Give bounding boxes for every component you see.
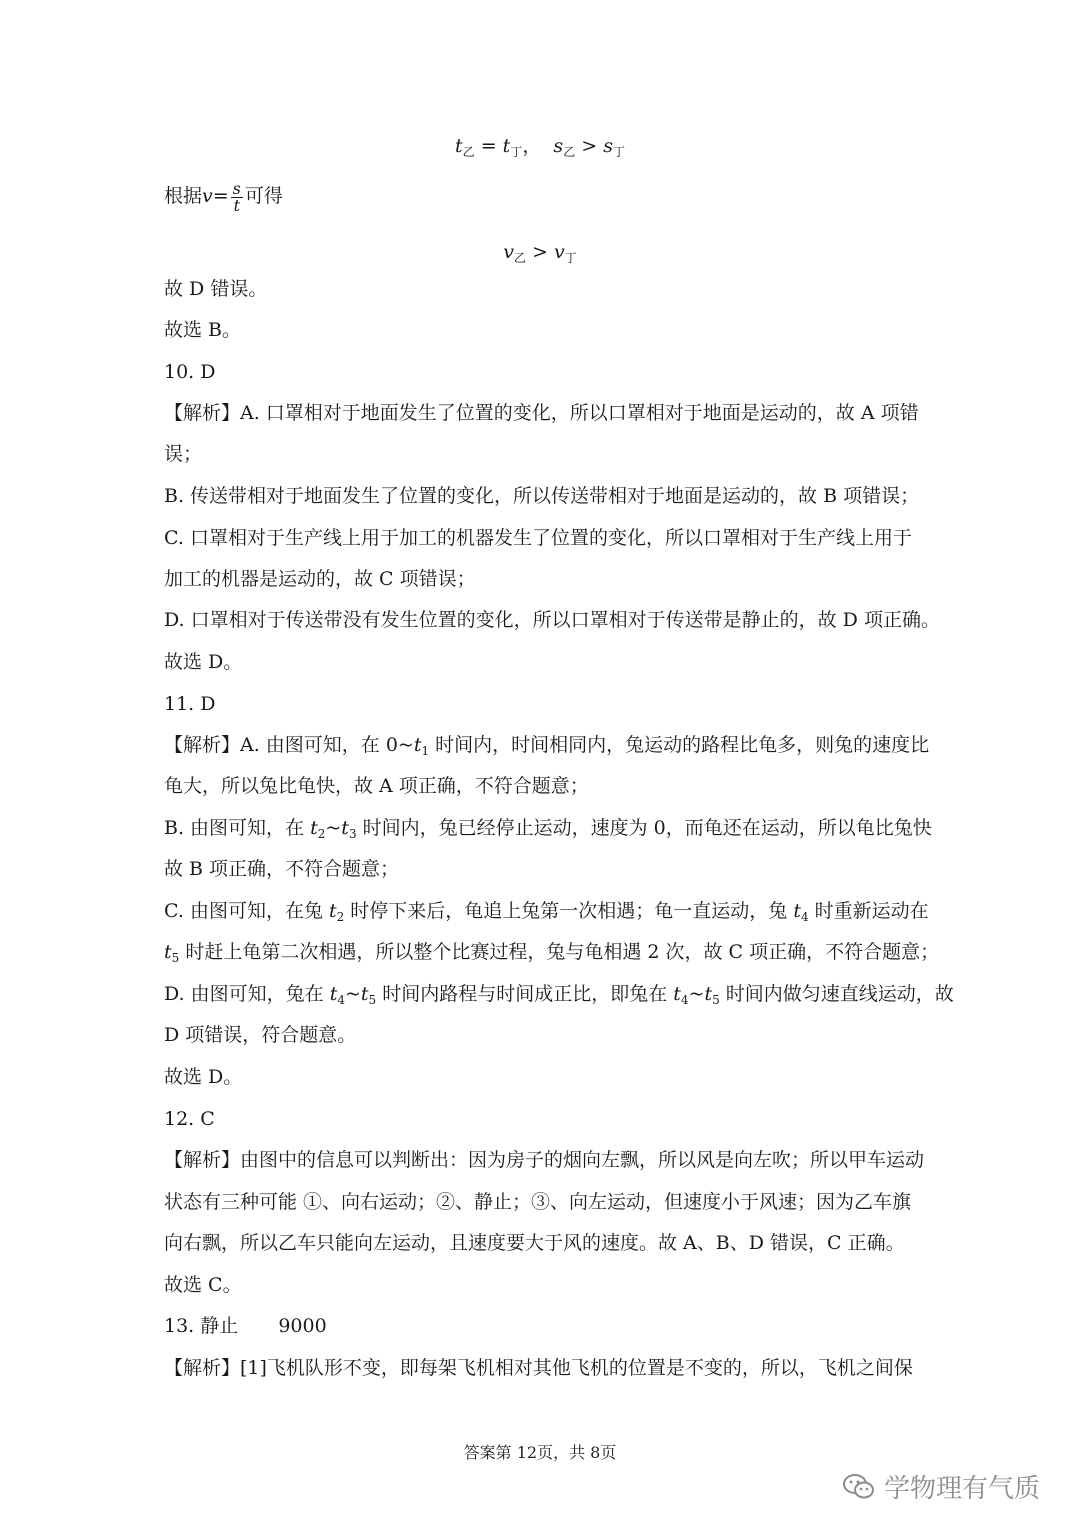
q11-b1-t2: t xyxy=(310,817,318,839)
q11-d1-mid: 时间内路程与时间成正比，即兔在 xyxy=(376,983,674,1005)
q11-c1-sub4: 4 xyxy=(801,910,809,924)
eq1-equals: = xyxy=(480,135,497,157)
eq1-s-right: s xyxy=(603,135,613,157)
q11-line-d1 xyxy=(164,982,954,1012)
q11-d1-tc: t xyxy=(673,983,681,1005)
q11-d1-tilde: ~ xyxy=(344,983,361,1005)
q11-line-c2 xyxy=(164,940,939,970)
q13-line: 【解析】[1]飞机队形不变，即每架飞机相对其他飞机的位置是不变的，所以，飞机之间保 xyxy=(164,1357,913,1379)
q12-line: 故选 C。 xyxy=(164,1274,242,1296)
equation-v xyxy=(0,240,1080,270)
q11-c1-mid: 时停下来后，龟追上兔第一次相遇；龟一直运动，兔 xyxy=(344,900,794,922)
q11-b1-pre: B. 由图可知，在 xyxy=(164,817,311,839)
q13-head-val: 9000 xyxy=(278,1315,327,1337)
text-line: D. 口罩相对于传送带没有发生位置的变化，所以口罩相对于传送带是静止的，故 D 项正确。 xyxy=(164,609,940,631)
eq2-sub-ding: 丁 xyxy=(564,251,577,265)
q11-d1-subc: 4 xyxy=(680,993,689,1007)
text-line: 加工的机器是运动的，故 C 项错误； xyxy=(164,568,476,590)
q11-c1-post: 时重新运动在 xyxy=(808,900,929,922)
q11-d1-tilde2: ~ xyxy=(688,983,705,1005)
q11-end: 故选 D。 xyxy=(164,1066,243,1088)
q11-c1-pre: C. 由图可知，在兔 xyxy=(164,900,329,922)
q11-d1-suba: 4 xyxy=(337,993,345,1007)
q11-c1-t2: t xyxy=(328,900,337,922)
question-11-heading: 11. D xyxy=(164,693,216,715)
eq2-gt: > xyxy=(532,241,548,263)
eq1-sub-ding: 丁 xyxy=(510,145,523,159)
q11-a1-t: t xyxy=(413,734,422,756)
q11-b1-tilde: ~ xyxy=(325,817,342,839)
q13-head-num: 13. 静止 xyxy=(164,1315,239,1337)
q11-d1-post: 时间内做匀速直线运动，故 xyxy=(719,983,954,1005)
formula-suffix: 可得 xyxy=(244,185,283,207)
q11-d1-subd: 5 xyxy=(712,993,720,1007)
q11-d1-tb: t xyxy=(360,983,369,1005)
formula-line xyxy=(164,176,283,216)
formula-num: s xyxy=(232,178,241,198)
equation-t-s xyxy=(0,134,1080,164)
q11-line-b1 xyxy=(164,816,932,846)
question-13-heading xyxy=(164,1314,327,1338)
text-line: 故选 B。 xyxy=(164,319,242,341)
text-line: 故 D 错误。 xyxy=(164,278,268,300)
q11-b1-sub2: 2 xyxy=(317,827,326,841)
formula-v: v xyxy=(202,185,213,207)
q11-d1-ta: t xyxy=(329,983,338,1005)
page-footer: 答案第 12页，共 8页 xyxy=(463,1443,617,1462)
q11-d1-td: t xyxy=(704,983,713,1005)
q11-a1-pre: 【解析】A. 由图可知，在 0~ xyxy=(164,734,414,756)
eq1-t-left: t xyxy=(454,135,463,157)
q11-a1-sub: 1 xyxy=(421,744,430,758)
eq2-sub-yi: 乙 xyxy=(513,251,526,265)
question-10-heading: 10. D xyxy=(164,361,216,383)
eq1-s-left: s xyxy=(553,135,564,157)
question-12-heading: 12. C xyxy=(164,1108,215,1130)
eq1-sub-yi-2: 乙 xyxy=(563,145,576,159)
formula-fraction xyxy=(231,178,243,215)
eq1-sep: ， xyxy=(522,135,542,157)
watermark xyxy=(842,1468,1040,1505)
q11-c2-t5: t xyxy=(164,941,172,963)
q11-b1-sub3: 3 xyxy=(348,827,357,841)
q11-line-b2: 故 B 项正确，不符合题意； xyxy=(164,858,400,880)
q11-d1-subb: 5 xyxy=(368,993,377,1007)
eq1-sub-yi: 乙 xyxy=(462,145,475,159)
q11-a1-post: 时间内，时间相同内，兔运动的路程比龟多，则兔的速度比 xyxy=(429,734,930,756)
text-line: C. 口罩相对于生产线上用于加工的机器发生了位置的变化，所以口罩相对于生产线上用于 xyxy=(164,527,912,549)
text-line: B. 传送带相对于地面发生了位置的变化，所以传送带相对于地面是运动的，故 B 项错误； xyxy=(164,485,920,507)
q12-line: 状态有三种可能 ①、向右运动；②、静止；③、向左运动，但速度小于风速；因为乙车旗 xyxy=(164,1191,912,1213)
eq1-gt: > xyxy=(581,135,598,157)
formula-prefix: 根据 xyxy=(164,185,203,207)
formula-den: t xyxy=(233,195,240,215)
watermark-text: 学物理有气质 xyxy=(884,1474,1041,1504)
q12-line: 向右飘，所以乙车只能向左运动，且速度要大于风的速度。故 A、B、D 错误，C 正确。 xyxy=(164,1232,905,1254)
eq2-v-left: v xyxy=(503,241,514,263)
q11-c2-sub5: 5 xyxy=(171,951,180,965)
q11-b1-t3: t xyxy=(341,817,349,839)
eq1-sub-ding-2: 丁 xyxy=(612,145,625,159)
q11-b1-post: 时间内，兔已经停止运动，速度为 0，而龟还在运动，所以龟比兔快 xyxy=(356,817,932,839)
q11-c2-post: 时赶上龟第二次相遇，所以整个比赛过程，兔与龟相遇 2 次，故 C 项正确，不符合题意； xyxy=(179,941,940,963)
text-line: 【解析】A. 口罩相对于地面发生了位置的变化，所以口罩相对于地面是运动的，故 A 项错 xyxy=(164,402,919,424)
q11-c1-t4: t xyxy=(793,900,801,922)
q11-d1-pre: D. 由图可知，兔在 xyxy=(164,983,330,1005)
text-line: 故选 D。 xyxy=(164,651,243,673)
q11-c1-sub2: 2 xyxy=(336,910,345,924)
formula-eq: = xyxy=(212,185,229,207)
q12-line: 【解析】由图中的信息可以判断出：因为房子的烟向左飘，所以风是向左吹；所以甲车运动 xyxy=(164,1149,925,1171)
eq2-v-right: v xyxy=(554,241,565,263)
q11-line-a2: 龟大，所以兔比龟快，故 A 项正确，不符合题意； xyxy=(164,775,589,797)
text-line: 误； xyxy=(164,443,203,465)
q11-line-d2: D 项错误，符合题意。 xyxy=(164,1024,357,1046)
q11-line-c1 xyxy=(164,899,929,929)
wechat-icon xyxy=(842,1472,876,1502)
eq1-t-right: t xyxy=(502,135,511,157)
q11-line-a1 xyxy=(164,733,929,763)
